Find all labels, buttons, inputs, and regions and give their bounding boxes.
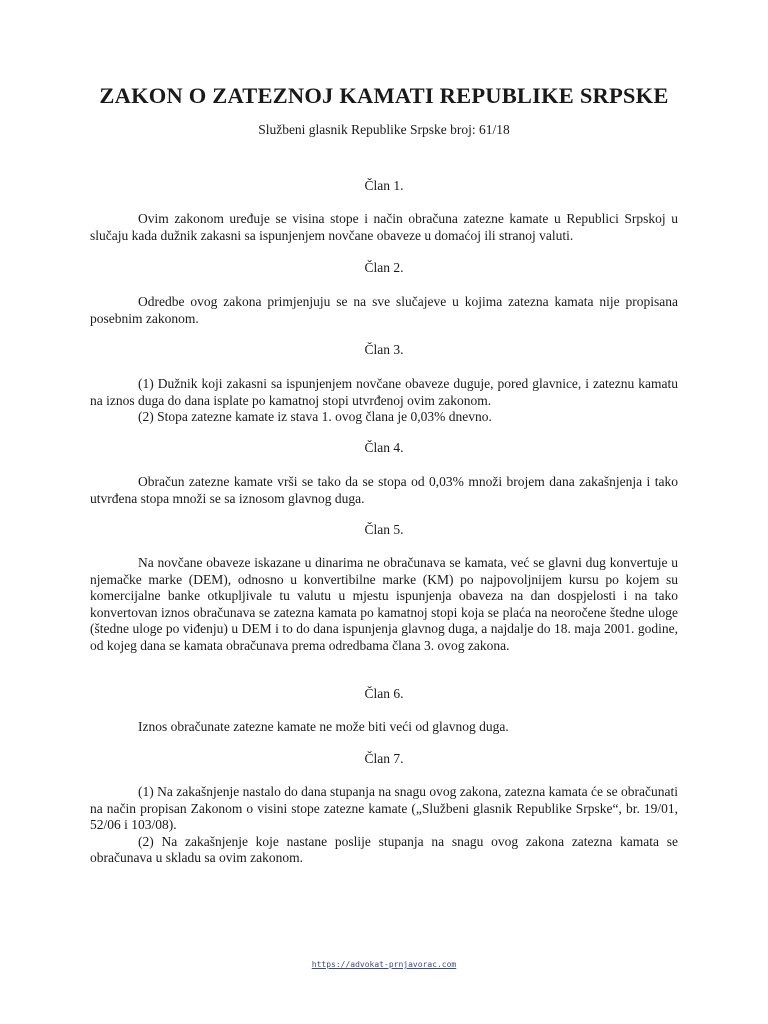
footer-link[interactable]: https://advokat-prnjavorac.com: [311, 960, 457, 969]
article-3-paragraph-1: (1) Dužnik koji zakasni sa ispunjenjem novčane obaveze duguje, pored glavnice, i zateznu kamatu na iznos duga do dana isplate po kamatnoj stopi utvrđenoj ovim zakonom.: [90, 376, 678, 408]
article-4-paragraph-1: Obračun zatezne kamate vrši se tako da se stopa od 0,03% množi brojem dana zakašnjenja i tako utvrđena stopa množi se sa iznosom glavnog duga.: [90, 474, 678, 506]
article-1-heading: Član 1.: [364, 178, 404, 193]
article-6-paragraph-1: Iznos obračunate zatezne kamate ne može biti veći od glavnog duga.: [138, 719, 509, 734]
article-7-body: [90, 784, 678, 867]
article-7-paragraph-2: (2) Na zakašnjenje koje nastane poslije stupanja na snagu ovog zakona zatezna kamata se obračunava u skladu sa ovim zakonom.: [90, 833, 678, 865]
article-3-paragraph-2: (2) Stopa zatezne kamate iz stava 1. ovog člana je 0,03% dnevno.: [138, 409, 492, 424]
article-4-heading: Član 4.: [364, 440, 404, 455]
article-2-paragraph-1: Odredbe ovog zakona primjenjuju se na sve slučajeve u kojima zatezna kamata nije propisana posebnim zakonom.: [90, 294, 678, 326]
article-5-paragraph-1: Na novčane obaveze iskazane u dinarima ne obračunava se kamata, već se glavni dug konvertuje u njemačke marke (DEM), odnosno u konvertibilne marke (KM) po najpovoljnijem kursu po kojem su komercijalne banke otkupljivale tu valutu u mjestu ispunjenja obaveza na dan dospjelosti i na tako konvertovan iznos obračunava se zatezna kamata po kamatnoj stopi koja se plaća na neoročene štedne uloge (štedne uloge po viđenju) u DEM i to do dana ispunjenja glavnog duga, a najdalje do 18. maja 2001. godine, od kojeg dana se kamata obračunava prema odredbama člana 3. ovog zakona.: [90, 555, 678, 653]
article-1-body: [90, 211, 678, 244]
article-6-body: [90, 719, 678, 736]
article-3-heading: Član 3.: [364, 342, 404, 357]
article-6-heading: Član 6.: [364, 686, 404, 701]
document-subtitle: Službeni glasnik Republike Srpske broj: 61/18: [258, 122, 510, 137]
article-2-body: [90, 294, 678, 327]
article-2-heading: Član 2.: [364, 260, 404, 275]
article-5-heading: Član 5.: [364, 522, 404, 537]
article-5-body: [90, 555, 678, 654]
article-3-body: [90, 376, 678, 426]
article-7-paragraph-1: (1) Na zakašnjenje nastalo do dana stupanja na snagu ovog zakona, zatezna kamata će se obračunati na način propisan Zakonom o visini stope zatezne kamate („Službeni glasnik Republike Srpske“, br. 19/01, 52/06 i 103/08).: [90, 784, 678, 832]
article-7-heading: Član 7.: [364, 751, 404, 766]
article-4-body: [90, 474, 678, 507]
document-title: ZAKON O ZATEZNOJ KAMATI REPUBLIKE SRPSKE: [99, 83, 669, 108]
article-1-paragraph-1: Ovim zakonom uređuje se visina stope i način obračuna zatezne kamate u Republici Srpskoj u slučaju kada dužnik zakasni sa ispunjenjem novčane obaveze u domaćoj ili stranoj valuti.: [90, 211, 678, 243]
